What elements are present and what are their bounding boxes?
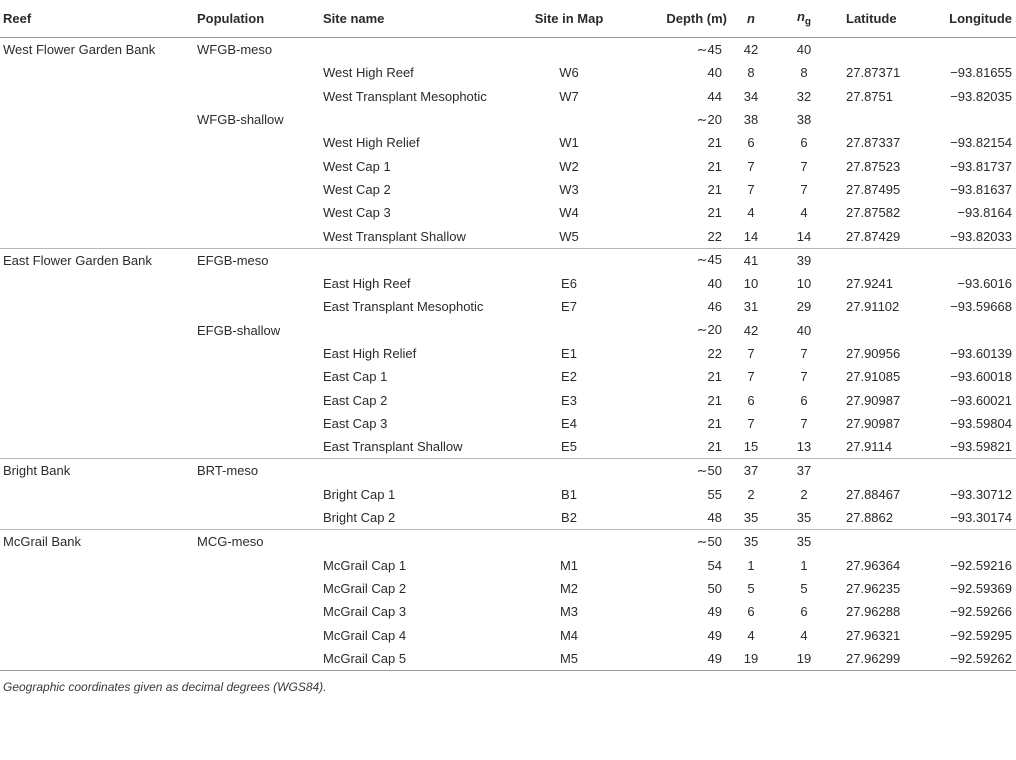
population-cell	[194, 224, 320, 248]
latitude-cell: 27.96364	[846, 557, 901, 573]
population-cell	[194, 201, 320, 224]
latitude-cell: 27.90987	[846, 415, 901, 431]
reef-cell	[0, 600, 194, 623]
table-row	[0, 248, 1016, 272]
table-row	[0, 295, 1016, 318]
site-in-map-cell: E6	[561, 276, 577, 292]
longitude-cell: −92.59295	[950, 627, 1012, 643]
table-row	[0, 178, 1016, 201]
site-name-cell: East High Relief	[323, 346, 417, 361]
site-in-map-cell: W1	[559, 135, 579, 151]
reef-cell	[0, 506, 194, 530]
site-name-cell: West Cap 2	[323, 181, 391, 197]
depth-cell: 21	[707, 369, 722, 385]
reef-cell	[0, 154, 194, 177]
site-name-cell: West Transplant Shallow	[323, 228, 466, 244]
reef-cell	[0, 435, 194, 459]
latitude-cell: 27.8751	[846, 88, 893, 104]
n-cell: 8	[747, 65, 755, 81]
ng-cell: 13	[796, 439, 812, 455]
reef-cell: East Flower Garden Bank	[0, 248, 194, 272]
table-row	[0, 530, 1016, 554]
reef-cell: West Flower Garden Bank	[3, 42, 156, 58]
header-ng-sub: g	[804, 16, 812, 28]
population-cell	[194, 554, 320, 577]
reef-cell	[0, 365, 194, 388]
population-cell	[194, 85, 320, 108]
latitude-cell: 27.96235	[846, 580, 901, 596]
site-in-map-cell: B1	[561, 486, 577, 502]
ng-cell: 35	[796, 510, 812, 526]
site-in-map-cell: M5	[559, 650, 579, 666]
depth-cell: 44	[707, 88, 722, 104]
latitude-cell: 27.90956	[846, 346, 901, 361]
site-in-map-cell	[520, 459, 618, 483]
population-cell	[194, 131, 320, 154]
depth-cell: 40	[707, 276, 722, 292]
header-population: Population	[194, 0, 320, 38]
depth-cell: 21	[707, 205, 722, 221]
population-cell: WFGB-shallow	[197, 112, 284, 128]
table-row	[0, 131, 1016, 154]
site-in-map-cell: W2	[559, 158, 579, 174]
site-in-map-cell: E1	[561, 346, 577, 361]
table-row	[0, 459, 1016, 483]
depth-cell: 21	[707, 392, 722, 408]
header-reef: Reef	[0, 0, 194, 38]
longitude-cell: −92.59266	[950, 604, 1012, 620]
header-site-name: Site name	[320, 0, 520, 38]
latitude-cell	[837, 248, 926, 272]
header-longitude: Longitude	[926, 0, 1016, 38]
ng-cell: 7	[800, 415, 808, 431]
site-name-cell	[320, 38, 520, 62]
ng-cell: 1	[800, 557, 808, 573]
longitude-cell: −93.30712	[950, 486, 1012, 502]
site-in-map-cell: W7	[559, 88, 579, 104]
latitude-cell: 27.87523	[846, 158, 901, 174]
ng-cell: 8	[800, 65, 808, 81]
table-row	[0, 412, 1016, 435]
site-name-cell: McGrail Cap 1	[323, 557, 407, 573]
table-row	[0, 342, 1016, 365]
site-in-map-cell: W6	[559, 65, 579, 81]
reef-cell	[0, 412, 194, 435]
n-cell: 34	[743, 88, 759, 104]
longitude-cell: −93.30174	[950, 510, 1012, 526]
latitude-cell: 27.90987	[846, 392, 901, 408]
n-cell: 6	[747, 604, 755, 620]
longitude-cell: −93.81655	[950, 65, 1012, 81]
site-name-cell: West Cap 1	[323, 158, 391, 174]
site-name-cell: McGrail Cap 3	[323, 604, 407, 620]
site-name-cell: McGrail Cap 5	[323, 650, 407, 666]
n-cell: 19	[743, 650, 759, 666]
longitude-cell: −93.60018	[950, 369, 1012, 385]
latitude-cell: 27.9241	[846, 276, 893, 292]
site-in-map-cell	[520, 38, 618, 62]
n-cell: 4	[747, 627, 755, 643]
ng-cell: 10	[796, 276, 812, 292]
population-cell	[194, 483, 320, 506]
header-row	[0, 0, 1016, 38]
population-cell	[194, 178, 320, 201]
n-cell: 5	[747, 580, 755, 596]
population-cell	[194, 577, 320, 600]
n-cell: 10	[743, 276, 759, 292]
depth-cell: 49	[707, 604, 722, 620]
population-cell	[194, 272, 320, 295]
latitude-cell: 27.9114	[846, 439, 893, 455]
site-in-map-cell: M3	[559, 604, 579, 620]
header-ng	[771, 0, 837, 38]
site-name-cell: East High Reef	[323, 276, 411, 292]
reef-cell	[0, 554, 194, 577]
site-in-map-cell: E4	[561, 415, 577, 431]
reef-cell	[0, 577, 194, 600]
longitude-cell	[926, 530, 1016, 554]
latitude-cell: 27.96299	[846, 650, 901, 666]
latitude-cell	[837, 38, 926, 62]
population-cell	[194, 365, 320, 388]
longitude-cell	[926, 459, 1016, 483]
population-cell: WFGB-meso	[197, 42, 273, 58]
table-row	[0, 388, 1016, 411]
depth-cell: 46	[707, 299, 722, 315]
table-row	[0, 108, 1016, 131]
ng-cell: 39	[771, 248, 837, 272]
site-in-map-cell	[520, 248, 618, 272]
site-name-cell	[320, 459, 520, 483]
ng-cell: 32	[796, 88, 812, 104]
header-site-in-map: Site in Map	[520, 0, 618, 38]
site-name-cell	[320, 108, 520, 131]
depth-cell: 49	[707, 650, 722, 666]
population-cell	[194, 623, 320, 646]
table-row	[0, 201, 1016, 224]
latitude-cell: 27.87337	[846, 135, 901, 151]
ng-cell: 5	[800, 580, 808, 596]
n-cell: 7	[747, 369, 755, 385]
longitude-cell: −93.8164	[957, 205, 1012, 221]
table-row	[0, 623, 1016, 646]
longitude-cell: −93.59668	[950, 299, 1012, 315]
latitude-cell: 27.91102	[846, 299, 900, 315]
n-cell: 14	[743, 228, 759, 244]
header-latitude: Latitude	[837, 0, 926, 38]
population-cell	[194, 61, 320, 84]
reef-cell: Bright Bank	[0, 459, 194, 483]
table-row	[0, 224, 1016, 248]
site-in-map-cell: E3	[561, 392, 577, 408]
depth-cell: 22	[707, 228, 722, 244]
site-name-cell: West High Relief	[323, 135, 420, 151]
longitude-cell: −93.60021	[950, 392, 1012, 408]
n-cell: 38	[743, 112, 759, 128]
site-name-cell: East Transplant Mesophotic	[323, 299, 484, 315]
site-in-map-cell	[520, 530, 618, 554]
site-name-cell: West Transplant Mesophotic	[323, 88, 487, 104]
n-cell: 37	[731, 459, 771, 483]
site-name-cell: McGrail Cap 4	[323, 627, 407, 643]
population-cell: EFGB-meso	[194, 248, 320, 272]
reef-cell	[0, 295, 194, 318]
latitude-cell: 27.96321	[846, 627, 901, 643]
table-row	[0, 506, 1016, 530]
ng-cell: 35	[771, 530, 837, 554]
table-row	[0, 61, 1016, 84]
table-row	[0, 554, 1016, 577]
site-in-map-cell	[520, 108, 618, 131]
ng-cell: 40	[796, 322, 812, 338]
site-name-cell: East Cap 2	[323, 392, 388, 408]
n-cell: 31	[743, 299, 759, 315]
n-cell: 7	[747, 415, 755, 431]
n-cell: 7	[747, 181, 755, 197]
depth-cell: 49	[707, 627, 722, 643]
table-row	[0, 483, 1016, 506]
longitude-cell: −92.59369	[950, 580, 1012, 596]
depth-cell: 21	[707, 181, 722, 197]
site-name-cell: West Cap 3	[323, 205, 391, 221]
site-in-map-cell	[520, 319, 618, 342]
ng-cell: 7	[800, 181, 808, 197]
longitude-cell: −93.60139	[950, 346, 1012, 361]
longitude-cell: −93.82033	[950, 228, 1012, 244]
longitude-cell: −93.81637	[950, 181, 1012, 197]
n-cell: 7	[747, 346, 755, 361]
ng-cell: 19	[796, 650, 812, 666]
table-row	[0, 435, 1016, 459]
site-in-map-cell: M2	[559, 580, 579, 596]
reef-cell	[0, 224, 194, 248]
table-row	[0, 272, 1016, 295]
reef-cell	[0, 131, 194, 154]
depth-cell: 40	[707, 65, 722, 81]
table-row	[0, 577, 1016, 600]
reef-cell: McGrail Bank	[0, 530, 194, 554]
reef-cell	[0, 623, 194, 646]
depth-cell: 50	[707, 580, 722, 596]
latitude-cell: 27.8862	[846, 510, 893, 526]
reef-cell	[0, 201, 194, 224]
ng-cell: 7	[800, 346, 808, 361]
table-row	[0, 365, 1016, 388]
depth-cell: ∼20	[696, 322, 722, 338]
table-row	[0, 319, 1016, 342]
ng-cell: 14	[796, 228, 812, 244]
site-in-map-cell: E5	[561, 439, 577, 455]
depth-cell: 55	[707, 486, 722, 502]
header-n: n	[731, 0, 771, 38]
header-depth: Depth (m)	[618, 0, 731, 38]
table-row	[0, 38, 1016, 62]
reef-cell	[0, 483, 194, 506]
population-cell	[194, 435, 320, 459]
ng-cell: 7	[800, 369, 808, 385]
population-cell	[194, 342, 320, 365]
n-cell: 7	[747, 158, 755, 174]
depth-cell: 21	[707, 158, 722, 174]
longitude-cell: −93.59804	[950, 415, 1012, 431]
table-row	[0, 600, 1016, 623]
longitude-cell: −93.81737	[950, 158, 1012, 174]
table-header	[0, 0, 1016, 38]
site-name-cell: East Transplant Shallow	[323, 439, 463, 455]
longitude-cell: −93.82035	[950, 88, 1012, 104]
ng-cell: 6	[800, 392, 808, 408]
population-cell	[194, 295, 320, 318]
site-in-map-cell: W5	[559, 228, 579, 244]
population-cell	[194, 600, 320, 623]
reef-cell	[0, 647, 194, 670]
longitude-cell	[926, 248, 1016, 272]
latitude-cell: 27.87582	[846, 205, 901, 221]
latitude-cell: 27.91085	[846, 369, 901, 385]
reef-cell	[0, 61, 194, 84]
table-row	[0, 154, 1016, 177]
latitude-cell: 27.96288	[846, 604, 901, 620]
population-cell	[194, 412, 320, 435]
site-name-cell: Bright Cap 2	[323, 510, 396, 526]
n-cell: 35	[743, 510, 759, 526]
ng-cell: 4	[800, 627, 808, 643]
n-cell: 35	[731, 530, 771, 554]
reef-cell	[0, 272, 194, 295]
ng-cell: 2	[800, 486, 808, 502]
reef-cell	[0, 108, 194, 131]
latitude-cell: 27.88467	[846, 486, 901, 502]
latitude-cell	[837, 108, 926, 131]
latitude-cell: 27.87371	[846, 65, 901, 81]
population-cell	[194, 154, 320, 177]
site-in-map-cell: B2	[561, 510, 577, 526]
n-cell: 2	[747, 486, 755, 502]
population-cell: EFGB-shallow	[197, 322, 281, 338]
depth-cell: 48	[707, 510, 722, 526]
header-ng-main: n	[796, 9, 805, 25]
table-footnote: Geographic coordinates given as decimal degrees (WGS84).	[0, 670, 1016, 694]
population-cell	[194, 506, 320, 530]
depth-cell: ∼20	[696, 111, 722, 127]
longitude-cell	[926, 108, 1016, 131]
n-cell: 6	[747, 392, 755, 408]
longitude-cell: −93.82154	[950, 135, 1012, 151]
site-in-map-cell: W3	[559, 181, 579, 197]
reef-cell	[0, 342, 194, 365]
longitude-cell: −93.6016	[957, 276, 1012, 292]
n-cell: 42	[743, 42, 759, 58]
n-cell: 4	[747, 205, 755, 221]
site-in-map-cell: W4	[559, 205, 579, 221]
depth-cell: ∼50	[618, 459, 731, 483]
table-row	[0, 647, 1016, 670]
site-name-cell: Bright Cap 1	[323, 486, 396, 502]
n-cell: 15	[743, 439, 759, 455]
depth-cell: ∼45	[618, 248, 731, 272]
latitude-cell	[837, 459, 926, 483]
latitude-cell: 27.87495	[846, 181, 901, 197]
site-name-cell	[320, 248, 520, 272]
population-cell	[194, 647, 320, 670]
ng-cell: 38	[796, 112, 812, 128]
site-in-map-cell: E7	[561, 299, 577, 315]
depth-cell: ∼50	[618, 530, 731, 554]
depth-cell: ∼45	[696, 41, 722, 57]
n-cell: 42	[743, 322, 759, 338]
site-name-cell	[320, 319, 520, 342]
ng-cell: 7	[800, 158, 808, 174]
population-cell: MCG-meso	[194, 530, 320, 554]
table-row	[0, 85, 1016, 108]
reef-cell	[0, 178, 194, 201]
longitude-cell	[926, 319, 1016, 342]
longitude-cell: −92.59262	[950, 650, 1012, 666]
reef-cell	[0, 388, 194, 411]
depth-cell: 21	[707, 415, 722, 431]
latitude-cell	[837, 530, 926, 554]
site-name-cell	[320, 530, 520, 554]
population-cell	[194, 388, 320, 411]
ng-cell: 29	[796, 299, 812, 315]
ng-cell: 6	[800, 135, 808, 151]
ng-cell: 4	[800, 205, 808, 221]
latitude-cell: 27.87429	[846, 228, 901, 244]
depth-cell: 22	[707, 346, 722, 361]
ng-cell: 37	[771, 459, 837, 483]
site-name-cell: West High Reef	[323, 65, 414, 81]
longitude-cell	[926, 38, 1016, 62]
longitude-cell: −93.59821	[950, 439, 1012, 455]
depth-cell: 21	[707, 439, 722, 455]
depth-cell: 54	[707, 557, 722, 573]
ng-cell: 40	[796, 42, 812, 58]
site-in-map-cell: E2	[561, 369, 577, 385]
n-cell: 1	[747, 557, 755, 573]
n-cell: 6	[747, 135, 755, 151]
table-body	[0, 38, 1016, 671]
longitude-cell: −92.59216	[950, 557, 1012, 573]
site-name-cell: East Cap 3	[323, 415, 388, 431]
ng-cell: 6	[800, 604, 808, 620]
depth-cell: 21	[707, 135, 722, 151]
population-cell: BRT-meso	[194, 459, 320, 483]
latitude-cell	[837, 319, 926, 342]
reef-cell	[0, 319, 194, 342]
site-in-map-cell: M4	[559, 627, 579, 643]
site-name-cell: McGrail Cap 2	[323, 580, 407, 596]
n-cell: 41	[731, 248, 771, 272]
site-in-map-cell: M1	[559, 557, 579, 573]
site-name-cell: East Cap 1	[323, 369, 388, 385]
reef-cell	[0, 85, 194, 108]
